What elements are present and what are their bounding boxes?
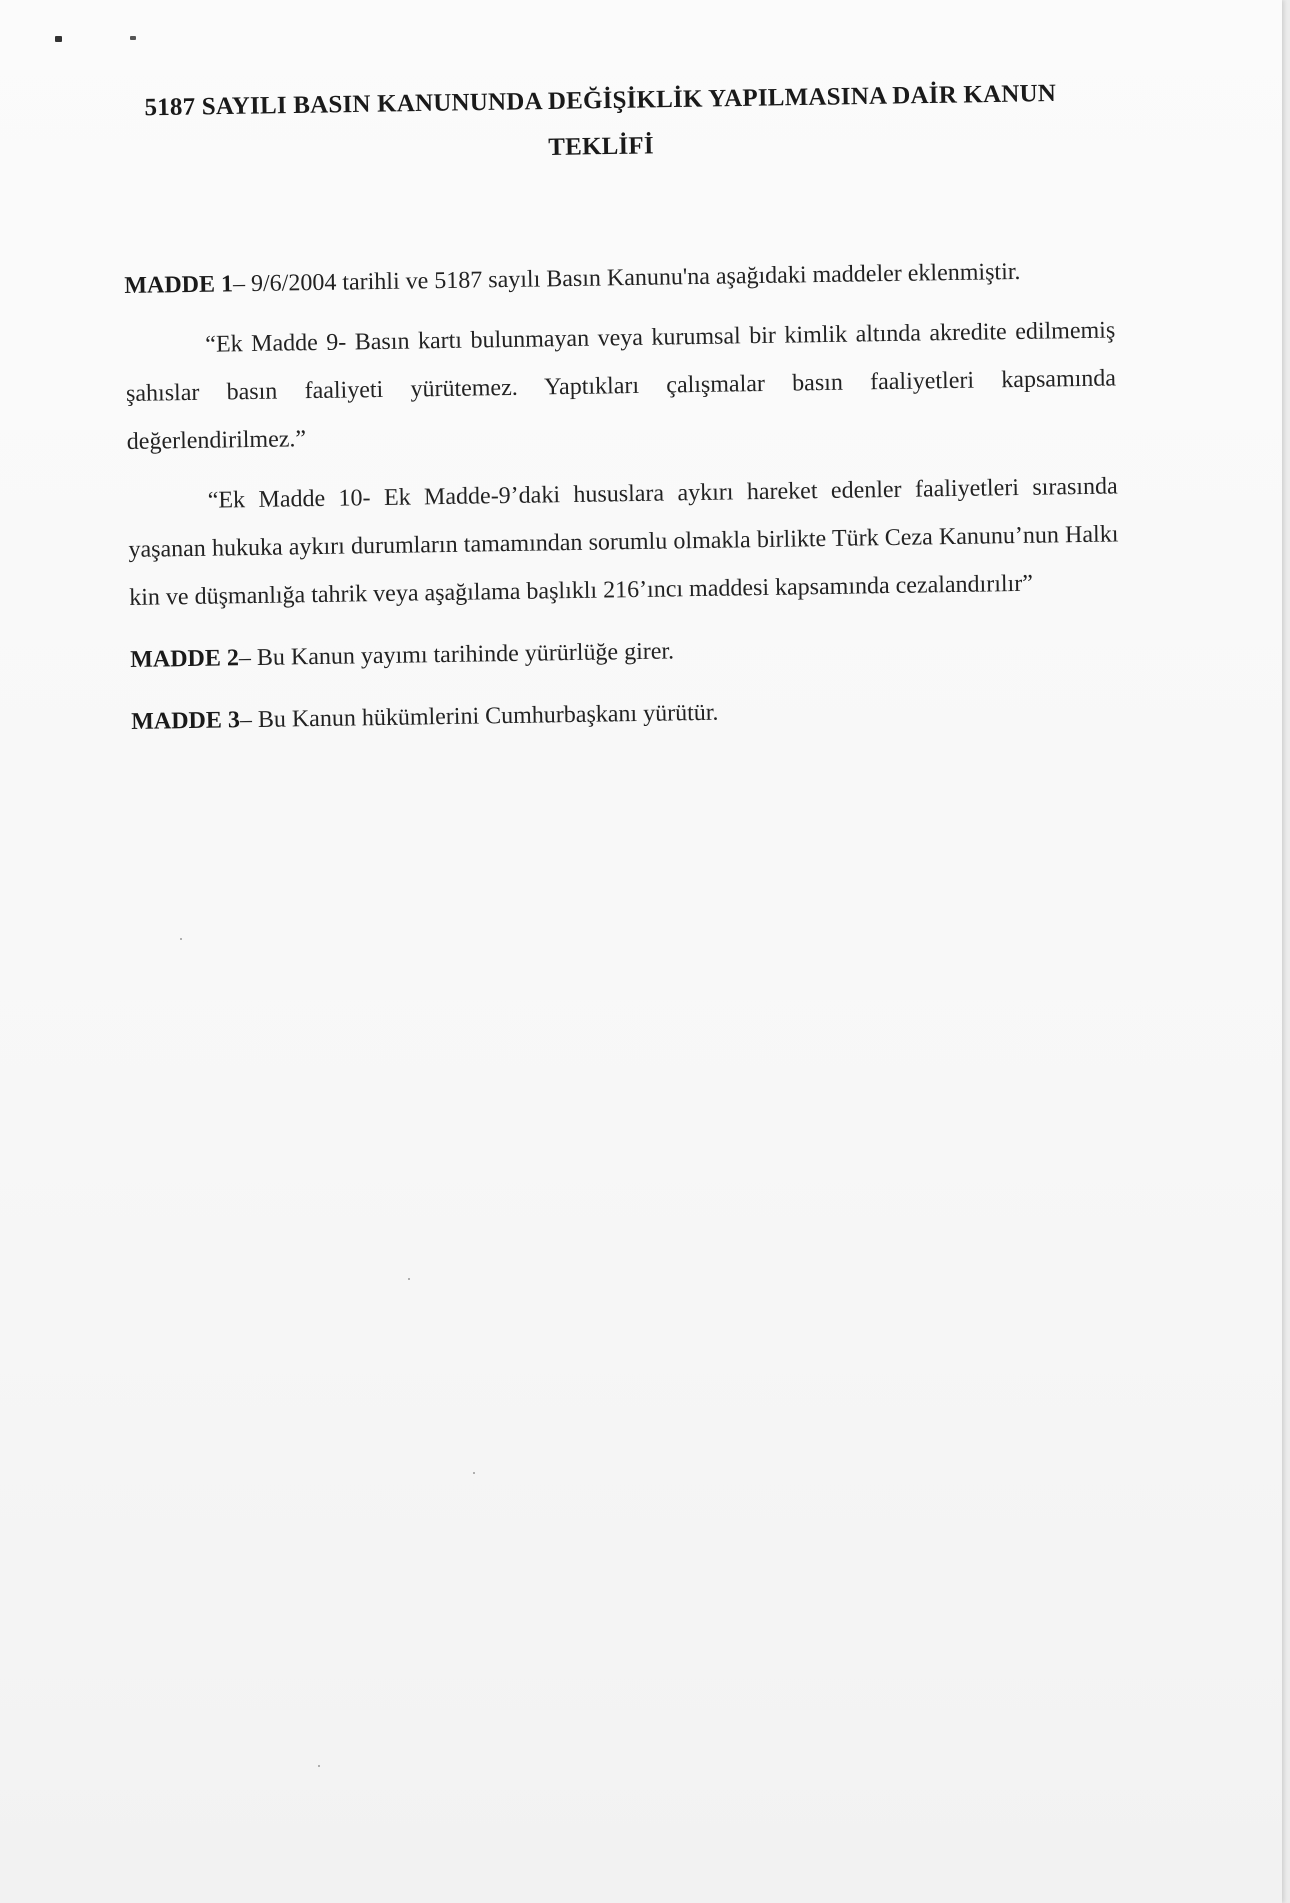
scan-dot	[180, 938, 182, 940]
scan-speck	[55, 36, 62, 42]
ek-madde-10: “Ek Madde 10- Ek Madde-9’daki hususlara aykırı hareket edenler faaliyetleri sırasında yaşanan hukuka aykırı durumların tamamından sorumlu olmakla birlikte Türk Ceza Kanunu’nun Halkı kin ve düşmanlığa tahrik veya aşağılama başlıklı 216’ıncı maddesi kapsamında cezalandırılır”	[128, 473, 1119, 611]
title-line-1: 5187 SAYILI BASIN KANUNUNDA DEĞİŞİKLİK YAPILMASINA DAİR KANUN	[144, 79, 1057, 122]
title-line-2: TEKLİFİ	[547, 132, 655, 161]
scan-speck	[130, 36, 136, 40]
madde-1-text: – 9/6/2004 tarihli ve 5187 sayılı Basın Kanunu'na aşağıdaki maddeler eklenmiştir.	[232, 258, 1021, 298]
document-title	[100, 70, 1101, 178]
scan-dot	[473, 1472, 475, 1474]
madde-1-label: MADDE 1	[124, 271, 234, 299]
scan-dot	[408, 1278, 410, 1280]
madde-2-text: – Bu Kanun yayımı tarihinde yürürlüğe girer.	[238, 638, 675, 672]
madde-2-label: MADDE 2	[130, 645, 240, 673]
madde-3-label: MADDE 3	[131, 707, 241, 735]
ek-madde-9: “Ek Madde 9- Basın kartı bulunmayan veya kurumsal bir kimlik altında akredite edilmemiş şahıslar basın faaliyeti yürütemez. Yaptıkları çalışmalar basın faaliyetleri kapsamında değerlendirilmez.”	[125, 317, 1117, 455]
madde-3-text: – Bu Kanun hükümlerini Cumhurbaşkanı yürütür.	[239, 699, 719, 734]
scan-dot	[318, 1765, 320, 1767]
document-body	[124, 246, 1121, 745]
